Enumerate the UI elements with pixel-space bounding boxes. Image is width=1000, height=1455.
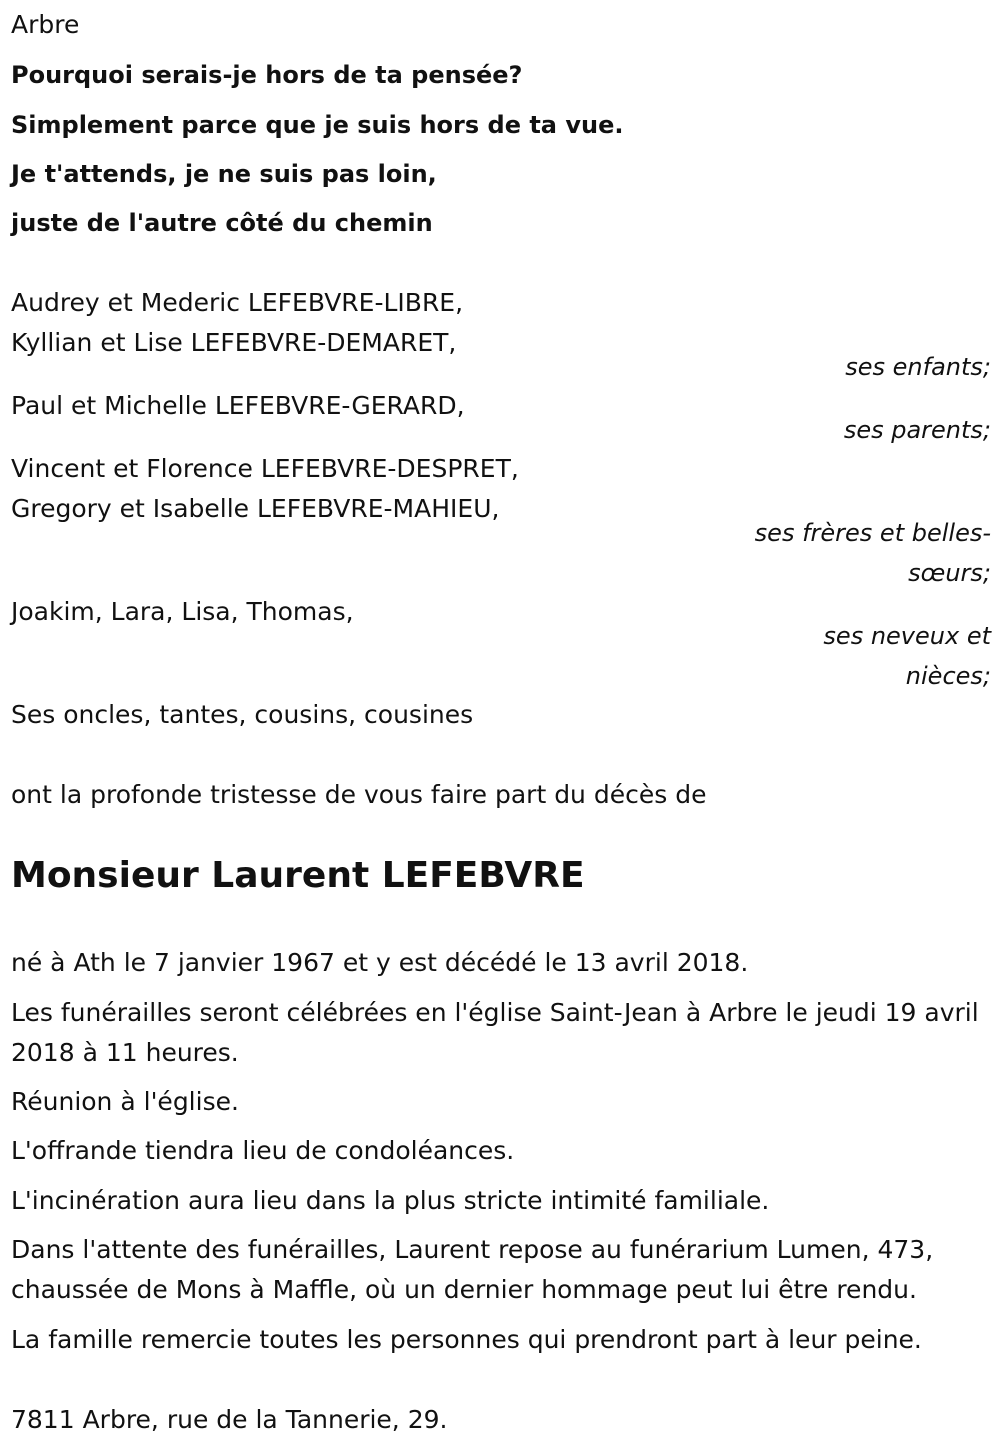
offering-text: L'offrande tiendra lieu de condoléances.	[11, 1136, 515, 1165]
poem-line-3: Je t'attends, je ne suis pas loin,	[11, 160, 437, 188]
address-text: 7811 Arbre, rue de la Tannerie, 29.	[11, 1405, 448, 1434]
parents-line: Paul et Michelle LEFEBVRE-GERARD,	[11, 391, 465, 420]
siblings-relation-label-2: sœurs;	[908, 559, 991, 587]
parents-relation-label: ses parents;	[843, 416, 991, 444]
siblings-line-2: Gregory et Isabelle LEFEBVRE-MAHIEU,	[11, 494, 500, 523]
poem-line-1: Pourquoi serais-je hors de ta pensée?	[11, 61, 523, 89]
poem-line-2: Simplement parce que je suis hors de ta vue.	[11, 111, 624, 139]
viewing-text: Dans l'attente des funérailles, Laurent repose au funérarium Lumen, 473, chaussée de Mons à Maffle, où un dernier hommage peut lui être rendu.	[11, 1235, 934, 1304]
siblings-relation-label-1: ses frères et belles-	[754, 519, 991, 547]
poem-line-4: juste de l'autre côté du chemin	[11, 209, 433, 237]
birth-death-text: né à Ath le 7 janvier 1967 et y est décédé le 13 avril 2018.	[11, 948, 749, 977]
meeting-text: Réunion à l'église.	[11, 1087, 239, 1116]
nephews-relation-label-2: nièces;	[905, 662, 991, 690]
children-line-2: Kyllian et Lise LEFEBVRE-DEMARET,	[11, 328, 457, 357]
thanks-text: La famille remercie toutes les personnes qui prendront part à leur peine.	[11, 1325, 922, 1354]
nephews-relation-label-1: ses neveux et	[823, 622, 991, 650]
others-line: Ses oncles, tantes, cousins, cousines	[11, 700, 474, 729]
siblings-line-1: Vincent et Florence LEFEBVRE-DESPRET,	[11, 454, 519, 483]
children-relation-label: ses enfants;	[845, 353, 991, 381]
deceased-name: Monsieur Laurent LEFEBVRE	[11, 855, 585, 896]
announcement-text: ont la profonde tristesse de vous faire part du décès de	[11, 780, 707, 809]
children-line-1: Audrey et Mederic LEFEBVRE-LIBRE,	[11, 288, 464, 317]
funeral-text: Les funérailles seront célébrées en l'église Saint-Jean à Arbre le jeudi 19 avril 2018 à 11 heures.	[11, 998, 979, 1067]
location-heading: Arbre	[11, 10, 80, 39]
nephews-line: Joakim, Lara, Lisa, Thomas,	[11, 597, 354, 626]
cremation-text: L'incinération aura lieu dans la plus stricte intimité familiale.	[11, 1186, 770, 1215]
